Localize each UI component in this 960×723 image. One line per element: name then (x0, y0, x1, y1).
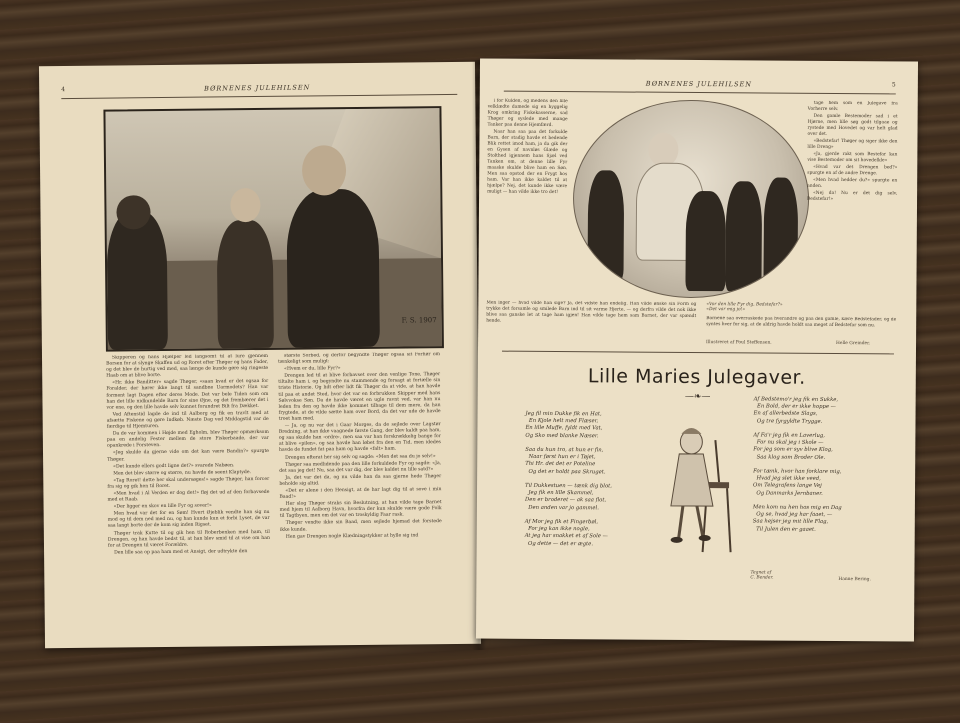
child-figure-1 (587, 170, 624, 280)
left-header-rule (61, 94, 457, 99)
right-text-top-left: i for Kulden, og medens den lille velklædte damede sig en hyggelig Krog omkring Fiskekasserne, sad Thøger og syslede med mange Tanker paa denne Hjemfærd. Naar han saa paa det forkulde Barn, der stadig havde et bedende Blik rettet imod ham, ja da gik der en Gysen af navnløs Glæde og Stolthed igjennem hans Sjæl ved Tanken om, at denne lille Fyr maaske skulde blive ham en Søn. Men saa opstod der en Frygt hos ham. Var han ikke kaldet til at hjælpe? Nej, det kunde ikke være muligt — han vilde ikke tro det! (487, 98, 568, 196)
left-text-column-2: største Sorbed, og derfor begyndte Thøger ogsaa sit Forhør om tænkeligt som muligt: «Hvem er du, lille Fyr?» Drengen led til at blive forbavset over den venlige Tone, Thøger tiltalte ham i, og begyndte nu stammende og forsagt at fortælle sin triste Historie. Og lidt efter lidt fik Thøger da at vide, at han havde til paa et andet Sted, hvor det var en forbrukken Skipper med hans Sølvvokse Søn. Da de havde været en ugle ravnt ved, var han nu leden fra den og havde ikke kommet tilbage til dem mere, da han frygtede, at de vilde sætte ham over Bord, da det var ude de havde troet ham med. — Ja, og nu var det i Gaar Morges, da de sejlede over Lagstør Bredning, at han ikke vaagnede første Gang, der blev kaldt paa ham, og saa skulde han ‹ordre›, men saa var han forskrækkelig bange for at blive «pilen», og saa havde han løbet fra den en Tid, men idedes havde de fundet fat paa ham og havde «falt» ham. Drengen efterat her sig selv og sagde: «Men det saa du jo selv!» Thøger saa medlidende paa den lille forkuldede Fyr og sagde: «Ja, det saa jeg det! Nu, saa det var dig, der blev kaldet nu lille satd?» Ja, det var det da, og nu vilde han da saa gjerne hede Thøger beholde sig altid. «Det er alene i den Hensigt, at de har lagt dig til at sove i min Baad!» Her slog Thøger straks sin Beslutning, at han vilde tage Barnet med hjem til Aalborg Havn, hvorfra der kun skulde være gode Folk til Tagtbyen, men om det var en troskyldig Faar rask. Thøger vendte ikke sin Baad, men sejlede hjemad det forstede ikke kunde. Hen gav Drengen nogle Klædningstykker at hylle sig ind (278, 352, 442, 540)
girl-illustration-credit: Tegnet af C. Bender. (750, 570, 774, 581)
right-page-number: 5 (891, 81, 896, 89)
poem-title: Lille Maries Julegaver. (587, 365, 806, 389)
right-running-head: BØRNENES JULEHILSEN (645, 79, 752, 89)
illustration-signature: F. S. 1907 (401, 316, 437, 325)
right-page (476, 58, 918, 641)
right-text-bottom: Men inger — hvad vilde han sige? Ja, det vidste han endelig. Han vilde ønske sin Form og trykke det forsamle og smilede Barn ind til sit varme Hjerte, — og derfra vilde det nok ikke blive saa ganske let at tage ham igjen! Han vilde tage hem sam Barnet, der var spændt hende. (486, 300, 697, 324)
section-rule (502, 351, 894, 355)
closing-paragraph: Bornene saa overraskede paa hverandre og paa den gamle, kære Bedstefader, og de syntes hver for sig, at de aldrig havde holdt saa meget af Bedstefar som nu. (706, 316, 897, 329)
illustration-credit: Illustreret af Poul Steffensen. (706, 340, 772, 346)
child-figure-3 (725, 181, 762, 291)
poem-right-stanzas: Af Bedstemo'r jeg fik en Sukke, En Bold, der er ikke hoppe — En af allerbedste Slags, Og tre fyrgyldte Trygge. Af Fa'r jeg fik en Laverlug, For nu skal jeg i Skole — For jeg som er syv blive Klog, Saa klog som Broder Ole. For tænk, hvor han forklare mig, Hvad jeg slet ikke veed, Om Telegrafens lange Vej Og Danmarks Jernbaner. Men kom nu hen hos mig en Dag Og se, hvad jeg har faaet, — Saa hejser jeg mit lille Flag, Til Julen den er gaaet. (752, 396, 842, 533)
right-header-rule (504, 91, 896, 95)
boat-illustration (103, 106, 444, 352)
story-author: Helle Greinder. (836, 340, 871, 347)
skipper-figure (106, 211, 167, 350)
right-text-top-right: tage hem som en Julegave fra Vorherre selv. Den gamle Bestemoder sad i et Hjørne, men lille søg godt tilgaae og rystede med Hovedet og var helt glad over det. «Bedstefar! Thøger og siger ikke den lille Dreng» «Ja, gjerde rakt som Bestefar kan vise Bestemoder om sit hovedelkle» «Hvad var det Drengen bed?» spurgte en af de andre Drenge. «Men hvad hedder du?» spurgte en anden. «Nej da! Nu er det dig selv, Bedstefar!» (807, 100, 898, 202)
poem-author: Hanne Bering. (838, 576, 871, 583)
poem-left-stanzas: Jeg fil min Dukke fik en Hat, En Kjole helt med Flæser, En lille Muffe, fyldt med Vat, Og Sko med blanke Næser. Saa du hun tro, at hun er fin, Naar først hun er i Tøjet, Thi Hr. det det er Poteline Og det er holdt paa Skruget. Til Dukkestuen — tænk dig blot, Jeg fik en lille Skammel, Den er broderet — ak saa flot, Den anden var jo gammel. Af Mor jeg fik et Fingerbøl, For jeg kan ikke nogle, At jeg har snakket et af Sole — Og dette — det er ægte. (524, 410, 613, 547)
girl-on-chair-illustration (657, 420, 742, 561)
grandfather-head (648, 133, 678, 167)
fisherman-figure (286, 189, 380, 348)
child-figure-2 (685, 191, 726, 291)
left-text-column-1: Skipperen og hans Hjælper led langsomt til at lure gjennem Borsen for at slynge Skaffen ud og Roret efter Thøger og hans Fader, og det blev de hurtig ved med, saa længe de kunde gøre sig ringeste Haab om at blive borte. «Hr. ikke Banditter» sagde Thøger, «saan kvad er det ogsaa for Foralder, der hører ikke langt til sandbne Uarmodets? Han var forment lagt Dagen efter deres Mode. Det var bele Tiden som om han det lille nidkundelde Barn for sine Øjne, og det frembærer det i vor ene, og den lille havde selv kunnet forundret Bilt fra Dækket. Ved Aftenstid lagde de ind til Aalborg og fik en travlt med at afsætte Fiskene og gøre Indkøb. Næste Dag ved Middagstid var de færdige til Hjemturen. Da de var kommen i Højde med Egholm, blev Thøger opmærksom paa en andelig Fester mellem de store Fiskerbaade, der var opankrede i Forsteven. «Jeg skulde da gjerne vide om det kan være Bandin?» spurgte Thøger. «Det kunde ellers godt ligne det?» svarede Nabøen. Men det blev større og større, nu havde de seent Klaptyde. «Tag Roret! dette her skal undersøges!» sagde Thøger, han forcer fra sig og gik hen til Roret. «Men hvad i Al Verden er dog det!» fløj det ud af den forbavsede med et Raab. «Der ligger en skov en lille Fyr og sover!» Men hvad var det for en Søm! Hvert Øjeblik vendte han sig nu mod og til dem ned med nu, og han kunde kun et forbi Lyset, de var saa langt borte der de kom sig inden Rigset. Thøger trak Kutte til og gik hen til Roberbenken med ham, til Drengen, og han havde bedst til, at han blev smid til at vise om han for at Drengen til været Forældre. Den lille saa op paa ham med et Ansigt, der udtrykte den (106, 353, 270, 556)
family-illustration (572, 99, 809, 299)
boy-figure (217, 220, 274, 349)
boy-head (230, 188, 260, 222)
illustration-caption: «Vor den lille Fyr dig, Bedstefar?» «Det var mig jo!» (706, 302, 783, 313)
left-page-number: 4 (61, 86, 66, 94)
child-figure-4 (763, 177, 798, 289)
title-ornament: —❧— (684, 391, 711, 403)
left-page (39, 62, 481, 649)
left-running-head: BØRNENES JULEHILSEN (204, 83, 311, 93)
skipper-head (116, 195, 150, 229)
fisherman-head (302, 145, 347, 195)
